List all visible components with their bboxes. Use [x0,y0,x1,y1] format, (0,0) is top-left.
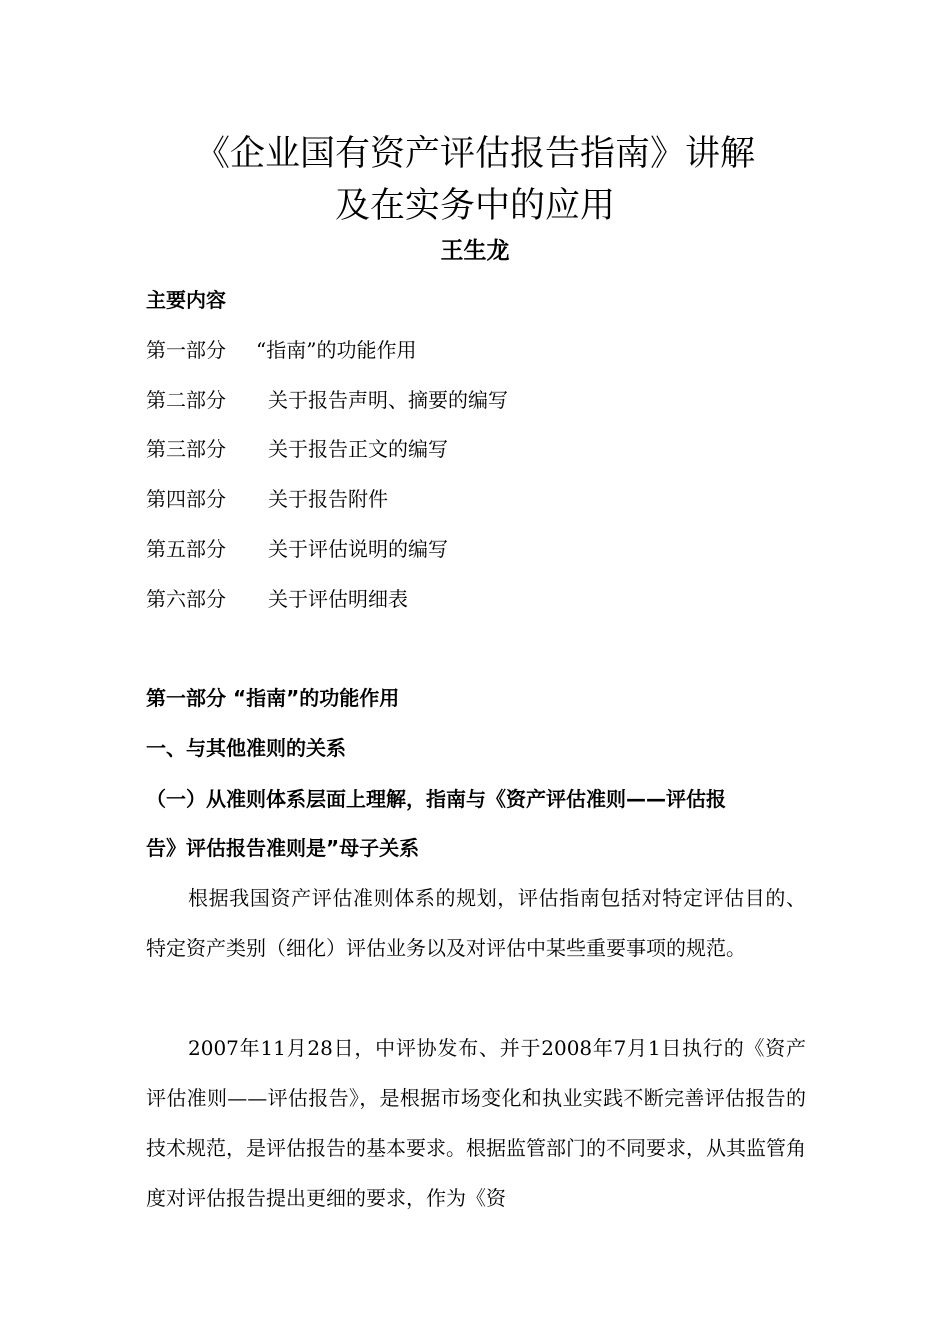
contents-heading: 主要内容 [146,288,226,312]
document-title-line-1: 《企业国有资产评估报告指南》讲解 [194,134,755,174]
toc-item [146,336,416,364]
toc-part-label: 第四部分 [146,487,226,511]
body-paragraph: 2007年11月28日，中评协发布、并于2008年7月1日执行的《资产评估准则——评估报告》，是根据市场变化和执业实践不断完善评估报告的技术规范，是评估报告的基本要求。根据监管部门的不同要求，从其监管角度对评估报告提出更细的要求，作为《资 [146,1036,806,1210]
section-heading: 第一部分 “指南”的功能作用 [146,686,400,710]
toc-item [146,585,408,613]
toc-part-label: 第五部分 [146,537,226,561]
subheading-line-2: 告》评估报告准则是”母子关系 [146,836,420,860]
toc-item [146,535,448,563]
toc-part-label: 第二部分 [146,388,226,412]
toc-part-title: “指南”的功能作用 [256,338,417,362]
toc-part-title: 关于报告附件 [268,487,388,511]
toc-part-label: 第六部分 [146,587,226,611]
subheading-line-1: （一）从准则体系层面上理解，指南与《资产评估准则——评估报 [146,787,726,811]
subheading: 一、与其他准则的关系 [146,736,346,760]
toc-part-title: 关于报告正文的编写 [268,437,448,461]
body-paragraph: 根据我国资产评估准则体系的规划，评估指南包括对特定评估目的、特定资产类别（细化）评估业务以及对评估中某些重要事项的规范。 [146,886,806,960]
toc-part-title: 关于报告声明、摘要的编写 [268,388,508,412]
toc-part-label: 第一部分 [146,338,226,362]
author-name: 王生龙 [440,238,510,264]
toc-item [146,485,388,513]
toc-item [146,386,508,414]
toc-item [146,435,448,463]
toc-part-title: 关于评估明细表 [268,587,408,611]
toc-part-title: 关于评估说明的编写 [268,537,448,561]
document-title-line-2: 及在实务中的应用 [334,186,615,226]
toc-part-label: 第三部分 [146,437,226,461]
